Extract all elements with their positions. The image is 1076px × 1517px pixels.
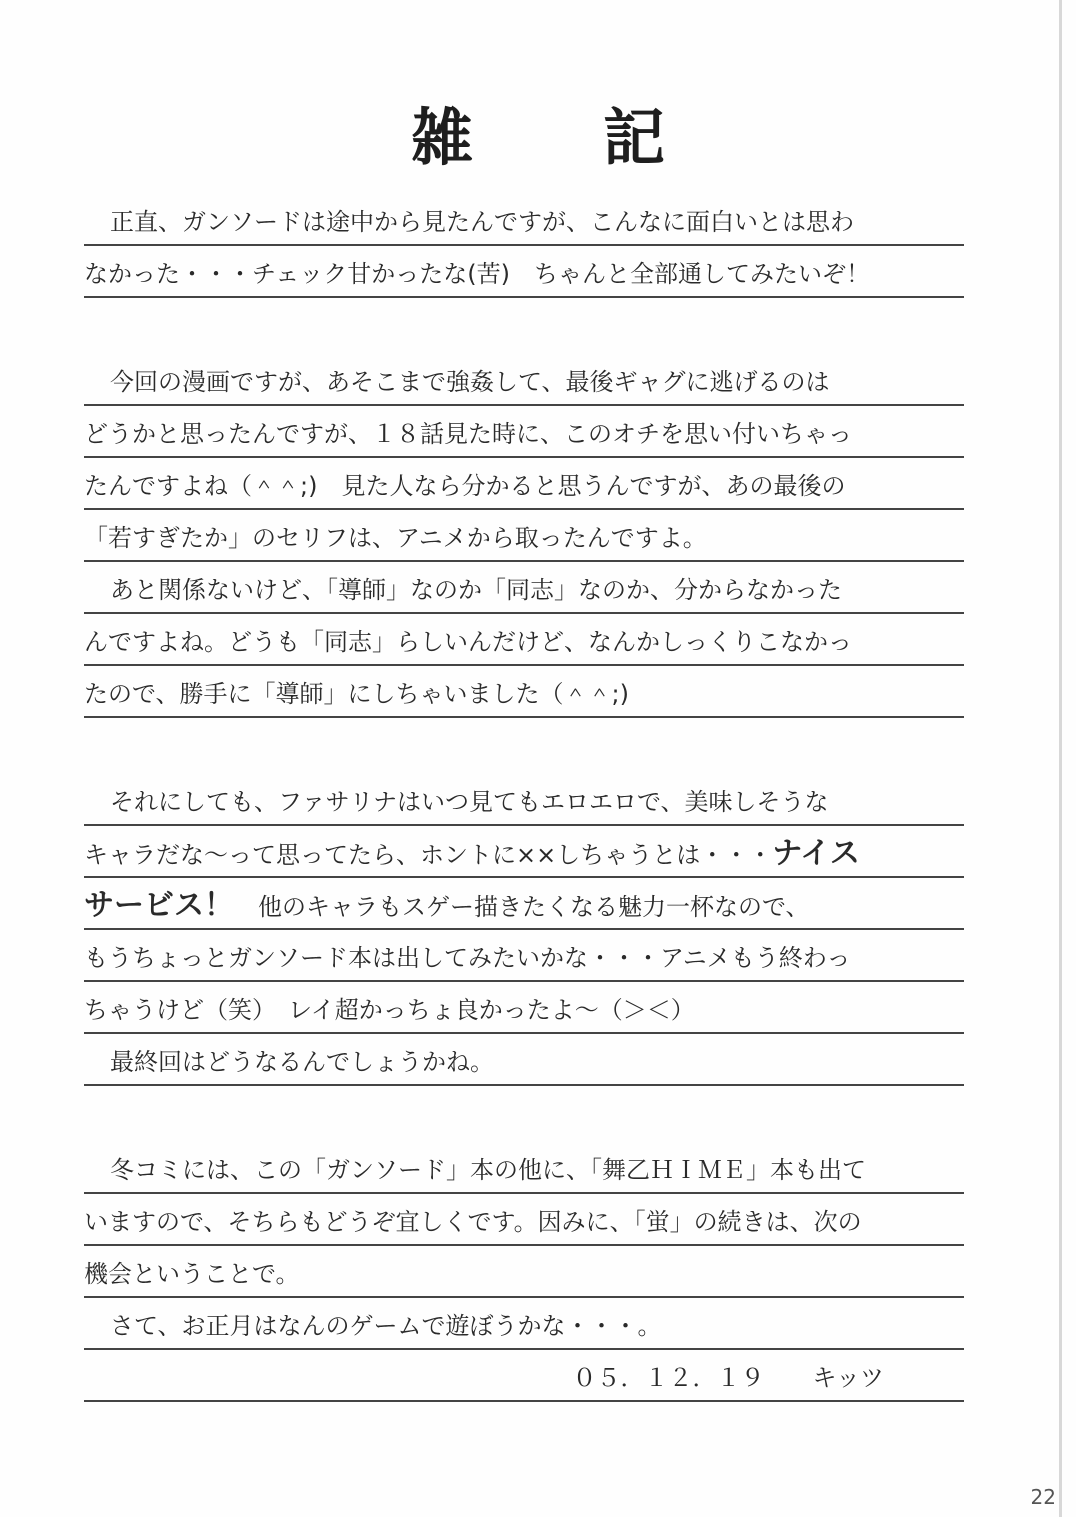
text-line-8: んですよね。どうも「同志」らしいんだけど、なんかしっくりこなかっ bbox=[84, 616, 964, 666]
text-line-19: さて、お正月はなんのゲームで遊ぼうかな・・・。 bbox=[84, 1300, 964, 1350]
date-signature: ０５．１２．１９ キッツ bbox=[84, 1352, 964, 1402]
text-line-3: 今回の漫画ですが、あそこまで強姦して、最後ギャグに逃げるのは bbox=[84, 356, 964, 406]
text-line-6: 「若すぎたか」のセリフは、アニメから取ったんですよ。 bbox=[84, 512, 964, 562]
text-line-2: なかった・・・チェック甘かったな(苦) ちゃんと全部通してみたいぞ！ bbox=[84, 248, 964, 298]
text-line-4: どうかと思ったんですが、１８話見た時に、このオチを思い付いちゃっ bbox=[84, 408, 964, 458]
text-line-1: 正直、ガンソードは途中から見たんですが、こんなに面白いとは思わ bbox=[84, 196, 964, 246]
text-line-10: それにしても、ファサリナはいつ見てもエロエロで、美味しそうな bbox=[84, 776, 964, 826]
text-line-9: たので、勝手に「導師」にしちゃいました（＾＾;) bbox=[84, 668, 964, 718]
text-line-16: 冬コミには、この「ガンソード」本の他に、「舞乙ＨＩＭＥ」本も出て bbox=[84, 1144, 964, 1194]
text-line-11 bbox=[84, 828, 964, 878]
text-line-13: もうちょっとガンソード本は出してみたいかな・・・アニメもう終わっ bbox=[84, 932, 964, 982]
text-line-12 bbox=[84, 880, 964, 930]
text-line-14: ちゃうけど（笑） レイ超かっちょ良かったよ～（＞＜） bbox=[84, 984, 964, 1034]
emphasis-service: サービス！ bbox=[84, 888, 234, 923]
page-number: 22 bbox=[1030, 1485, 1056, 1509]
text-line-18: 機会ということで。 bbox=[84, 1248, 964, 1298]
text-line-7: あと関係ないけど、「導師」なのか「同志」なのか、分からなかった bbox=[84, 564, 964, 614]
page-title: 雑記 bbox=[410, 101, 795, 174]
text-line-5: たんですよね（＾＾;) 見た人なら分かると思うんですが、あの最後の bbox=[84, 460, 964, 510]
text-line-17: いますので、そちらもどうぞ宜しくです。因みに、「蛍」の続きは、次の bbox=[84, 1196, 964, 1246]
text-line-15: 最終回はどうなるんでしょうかね。 bbox=[84, 1036, 964, 1086]
text-line-11-main: キャラだな～って思ってたら、ホントに××しちゃうとは・・・ bbox=[84, 841, 773, 869]
page-edge bbox=[1059, 0, 1062, 1517]
emphasis-nice: ナイス bbox=[772, 836, 860, 871]
text-line-12-main: 他のキャラもスゲー描きたくなる魅力一杯なので、 bbox=[234, 893, 810, 921]
